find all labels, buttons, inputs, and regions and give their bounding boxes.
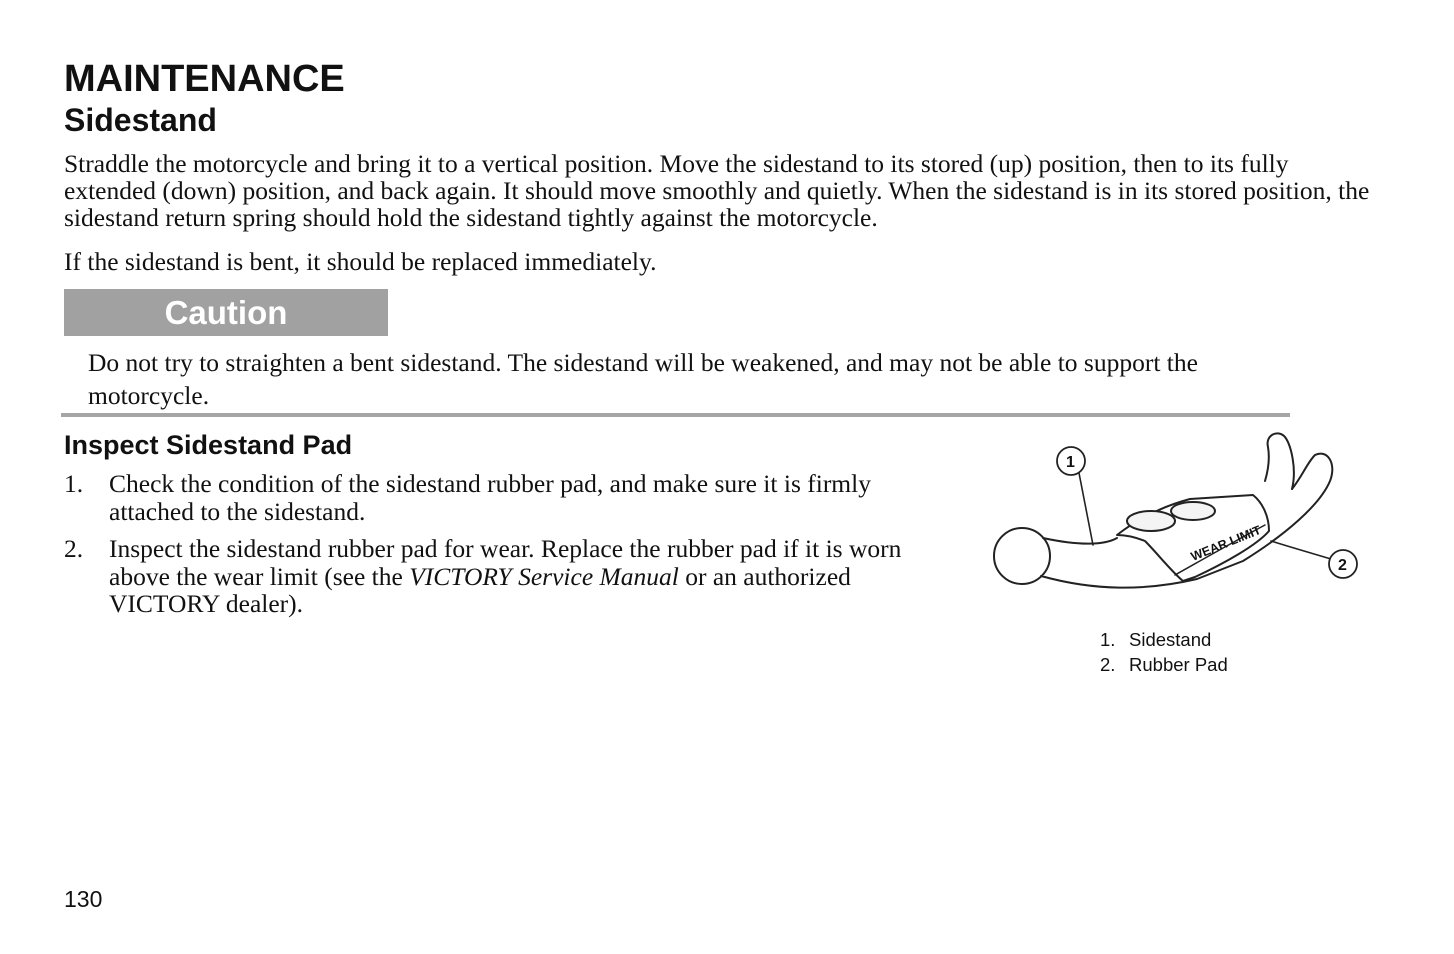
step-text-end: or an authorized VICTORY dealer). [109,561,851,618]
service-manual-title: VICTORY Service Manual [409,561,679,591]
section-title: MAINTENANCE [64,58,345,100]
figure-legend [1100,627,1228,677]
step-number: 2. [64,534,84,563]
legend-number: 2. [1100,654,1116,675]
caution-label: Caution [164,293,288,331]
callout-1-label: 1 [1066,454,1075,471]
step-item [64,470,904,525]
inspect-heading: Inspect Sidestand Pad [64,430,353,460]
sidestand-illustration [985,425,1375,595]
legend-label: Sidestand [1129,629,1212,650]
step-item [64,535,904,618]
legend-item [1100,627,1228,652]
page-title: Sidestand [64,102,217,138]
pad-recess-left [1127,511,1175,531]
page-number: 130 [64,886,103,912]
legend-number: 1. [1100,629,1116,650]
pad-recess-right [1171,502,1215,520]
caution-banner [64,289,388,336]
step-number: 1. [64,469,84,498]
step-text-start: Inspect the sidestand rubber pad for wear. Replace the rubber pad if it is worn above the wear limit (see the [109,534,902,591]
intro-paragraph: Straddle the motorcycle and bring it to a vertical position. Move the sidestand to its stored (up) position, then to its fully extended (down) position, and back again. It should move smoothly and quietly. When the sidestand is in its stored position, the sidestand return spring should hold the sidestand tightly against the motorcycle. [64,149,1370,232]
callout-2-label: 2 [1338,557,1347,574]
callout-1-leader [1079,473,1093,545]
wear-limit-stamp: WEAR LIMIT [1188,522,1264,564]
caution-text: Do not try to straighten a bent sidestand. The sidestand will be weakened, and may not be able to support the motorcycle. [88,348,1198,410]
callout-2-leader [1271,541,1331,559]
legend-item [1100,652,1228,677]
step-text [109,535,904,618]
step-text: Check the condition of the sidestand rubber pad, and make sure it is firmly attached to the sidestand. [109,469,871,526]
legend-label: Rubber Pad [1129,654,1228,675]
caution-divider [61,413,1290,417]
replace-note-paragraph: If the sidestand is bent, it should be replaced immediately. [64,247,657,276]
